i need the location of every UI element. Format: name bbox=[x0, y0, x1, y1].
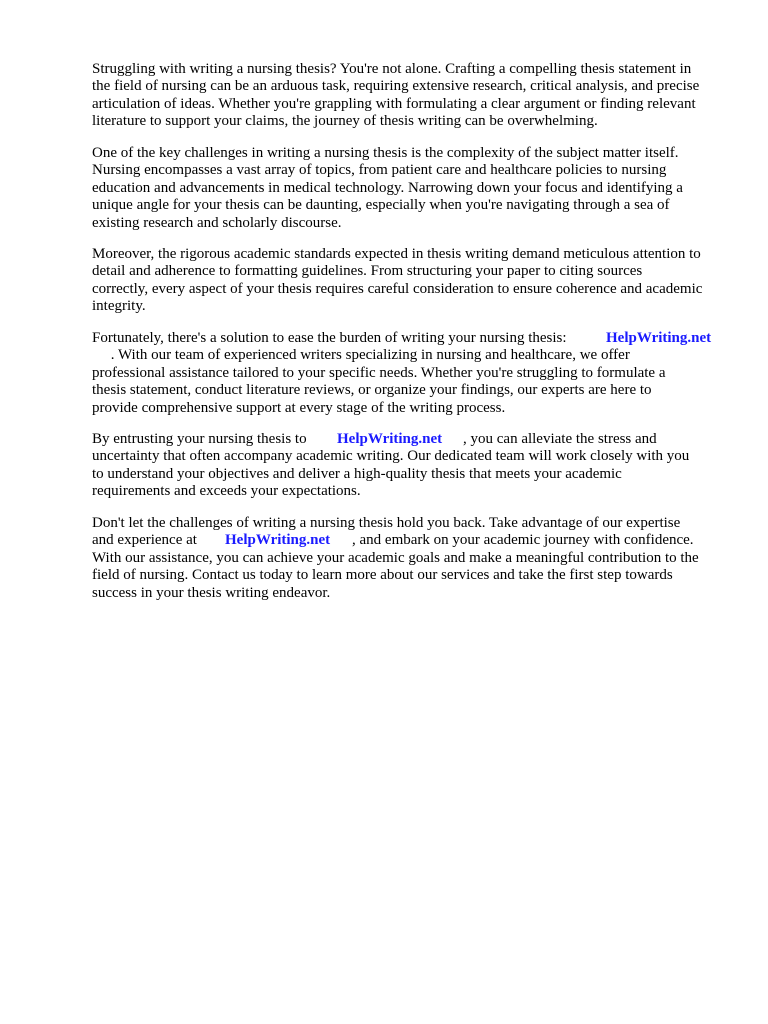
paragraph-line: requirements and exceeds your expectations. bbox=[92, 483, 361, 500]
paragraph-line: success in your thesis writing endeavor. bbox=[92, 584, 331, 601]
link-trailing-text: , you can alleviate the stress and bbox=[463, 431, 657, 447]
paragraph-line: detail and adherence to formatting guidelines. From structuring your paper to citing sources bbox=[92, 263, 643, 280]
paragraph-line: correctly, every aspect of your thesis requires careful consideration to ensure coherence and academic bbox=[92, 280, 703, 297]
paragraph-line: One of the key challenges in writing a nursing thesis is the complexity of the subject matter itself. bbox=[92, 145, 679, 161]
paragraph-line: thesis statement, conduct literature reviews, or organize your findings, our experts are here to bbox=[92, 382, 652, 399]
paragraph-line: uncertainty that often accompany academic writing. Our dedicated team will work closely with you bbox=[92, 448, 690, 465]
paragraph-line: Struggling with writing a nursing thesis? You're not alone. Crafting a compelling thesis statement in bbox=[92, 61, 692, 77]
paragraph-line: With our assistance, you can achieve your academic goals and make a meaningful contribution to the bbox=[92, 549, 699, 566]
paragraph-line: the field of nursing can be an arduous task, requiring extensive research, critical analysis, and precise bbox=[92, 78, 700, 95]
paragraph-line: Don't let the challenges of writing a nursing thesis hold you back. Take advantage of our expertise bbox=[92, 515, 681, 531]
paragraph-line: literature to support your claims, the journey of thesis writing can be overwhelming. bbox=[92, 113, 598, 130]
paragraph-4 bbox=[92, 330, 666, 417]
helpwriting-link-3[interactable]: HelpWriting.net bbox=[225, 532, 331, 549]
helpwriting-link-1[interactable]: HelpWriting.net bbox=[606, 330, 712, 346]
helpwriting-link-2[interactable]: HelpWriting.net bbox=[337, 431, 443, 447]
paragraph-line: and experience at bbox=[92, 532, 197, 549]
paragraph-3 bbox=[92, 246, 702, 316]
paragraph-line: provide comprehensive support at every stage of the writing process. bbox=[92, 399, 506, 416]
paragraph-6 bbox=[92, 515, 699, 602]
paragraph-line: . With our team of experienced writers specializing in nursing and healthcare, we offer bbox=[92, 347, 630, 364]
paragraph-line: articulation of ideas. Whether you're grappling with formulating a clear argument or finding relevant bbox=[92, 95, 696, 112]
paragraph-line: professional assistance tailored to your specific needs. Whether you're struggling to formulate a bbox=[92, 364, 666, 381]
paragraph-line: to understand your objectives and deliver a high-quality thesis that meets your academic bbox=[92, 465, 622, 482]
paragraph-line: Moreover, the rigorous academic standards expected in thesis writing demand meticulous attention to bbox=[92, 246, 701, 262]
paragraph-line: Fortunately, there's a solution to ease the burden of writing your nursing thesis: bbox=[92, 330, 567, 346]
paragraph-2 bbox=[92, 145, 683, 232]
paragraph-line: field of nursing. Contact us today to learn more about our services and take the first step towards bbox=[92, 567, 673, 584]
paragraph-line: Nursing encompasses a vast array of topics, from patient care and healthcare policies to nursing bbox=[92, 162, 667, 179]
paragraph-line: education and advancements in medical technology. Narrowing down your focus and identifying a bbox=[92, 179, 683, 196]
paragraph-1 bbox=[92, 61, 699, 131]
link-trailing-text: , and embark on your academic journey with confidence. bbox=[352, 532, 694, 549]
paragraph-line: unique angle for your thesis can be daunting, especially when you're navigating through a sea of bbox=[92, 197, 670, 214]
paragraph-line: existing research and scholarly discourse. bbox=[92, 214, 342, 231]
paragraph-line: By entrusting your nursing thesis to bbox=[92, 431, 307, 447]
paragraph-line: integrity. bbox=[92, 298, 146, 315]
